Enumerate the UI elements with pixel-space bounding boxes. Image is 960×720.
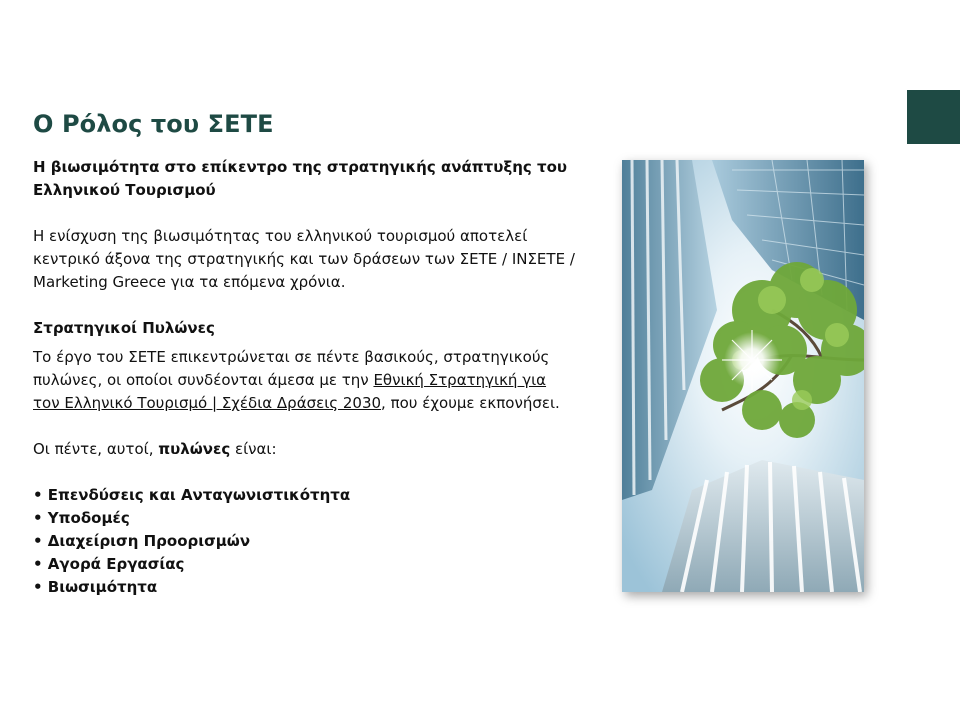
subtitle-line-2: Ελληνικού Τουρισμού bbox=[33, 181, 216, 199]
pillars-intro bbox=[33, 438, 578, 461]
strategy-link-part-2[interactable]: τον Ελληνικό Τουρισμό | Σχέδια Δράσεις 2030 bbox=[33, 394, 382, 412]
pillar-item: • Βιωσιμότητα bbox=[33, 578, 158, 596]
pillar-item: • Αγορά Εργασίας bbox=[33, 555, 185, 573]
tree-skyscrapers-photo bbox=[622, 160, 864, 592]
work-line-1: Το έργο του ΣΕΤΕ επικεντρώνεται σε πέντε βασικούς, στρατηγικούς bbox=[33, 348, 550, 366]
accent-block bbox=[907, 90, 960, 144]
pillars-heading: Στρατηγικοί Πυλώνες bbox=[33, 319, 215, 337]
intro-line-3: Marketing Greece για τα επόμενα χρόνια. bbox=[33, 273, 346, 291]
slide-content bbox=[33, 156, 578, 599]
intro-line-1: Η ενίσχυση της βιωσιμότητας του ελληνικού τουρισμού αποτελεί bbox=[33, 227, 528, 245]
subtitle-line-1: Η βιωσιμότητα στο επίκεντρο της στρατηγικής ανάπτυξης του bbox=[33, 158, 568, 176]
pillar-item: • Διαχείριση Προορισμών bbox=[33, 532, 251, 550]
pillars-intro-bold: πυλώνες bbox=[158, 440, 231, 458]
work-line-3-suffix: , που έχουμε εκπονήσει. bbox=[381, 394, 560, 412]
intro-paragraph bbox=[33, 225, 578, 294]
strategy-link-part-1[interactable]: Εθνική Στρατηγική για bbox=[373, 371, 547, 389]
pillar-item: • Επενδύσεις και Ανταγωνιστικότητα bbox=[33, 486, 351, 504]
subtitle bbox=[33, 156, 578, 202]
pillars-list bbox=[33, 484, 578, 599]
pillars-intro-prefix: Οι πέντε, αυτοί, bbox=[33, 440, 159, 458]
intro-line-2: κεντρικό άξονα της στρατηγικής και των δράσεων των ΣΕΤΕ / ΙΝΣΕΤΕ / bbox=[33, 250, 575, 268]
pillars-intro-suffix: είναι: bbox=[230, 440, 277, 458]
work-line-2: πυλώνες, οι οποίοι συνδέονται άμεσα με την bbox=[33, 371, 374, 389]
slide-title: Ο Ρόλος του ΣΕΤΕ bbox=[33, 110, 274, 138]
pillar-item: • Υποδομές bbox=[33, 509, 130, 527]
work-paragraph bbox=[33, 346, 578, 415]
